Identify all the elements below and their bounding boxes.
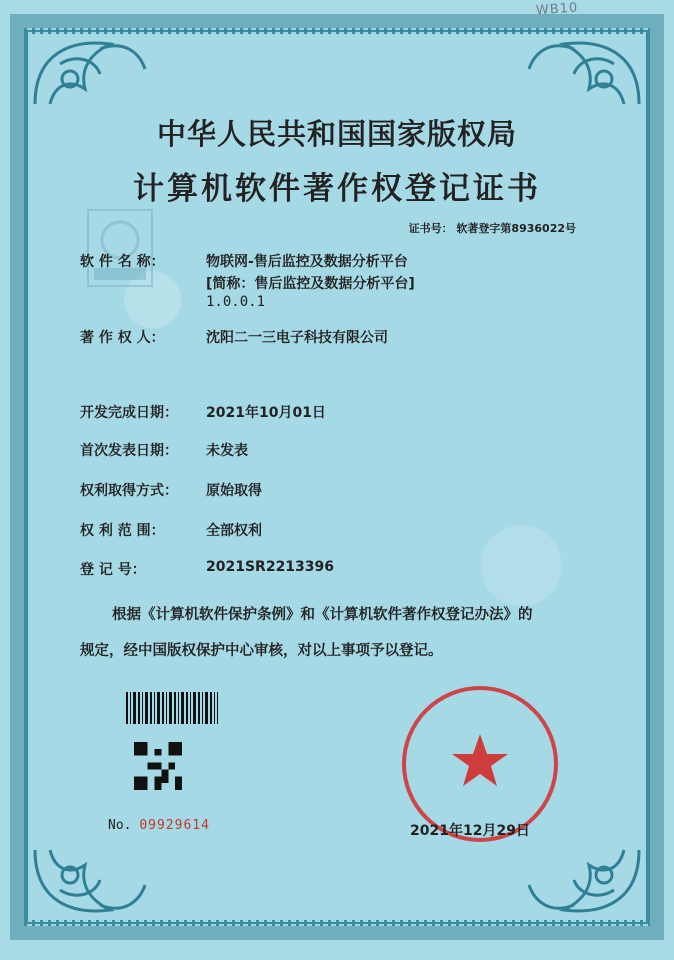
copyright-owner-row [80, 327, 388, 347]
completion-date-label: 开发完成日期： [80, 405, 178, 421]
rights-scope-row [80, 520, 262, 540]
completion-date-value: 2021年10月01日 [206, 405, 326, 421]
publication-date-label: 首次发表日期： [80, 443, 178, 459]
registration-number-value: 2021SR2213396 [206, 559, 335, 575]
issue-date: 2021年12月29日 [410, 823, 530, 839]
issuer-title: 中华人民共和国国家版权局 [156, 117, 517, 151]
software-name-row [80, 251, 408, 271]
qr-code [134, 742, 182, 790]
rights-scope-value: 全部权利 [206, 523, 262, 539]
paragraph-line-2: 规定，经中国版权保护中心审核，对以上事项予以登记。 [80, 643, 443, 659]
certificate-number: 证书号： 软著登字第8936022号 [408, 222, 576, 235]
rights-acquisition-label: 权利取得方式： [80, 483, 178, 499]
registration-number-row [80, 559, 335, 579]
publication-date-row [80, 440, 248, 460]
barcode [126, 692, 218, 724]
software-short-name: [简称：售后监控及数据分析平台] [206, 276, 415, 292]
corner-ornament-icon [30, 34, 150, 114]
rights-acquisition-value: 原始取得 [206, 483, 262, 499]
corner-ornament-icon [30, 840, 150, 920]
certificate-title: 计算机软件著作权登记证书 [133, 171, 541, 207]
completion-date-row [80, 402, 326, 422]
software-name-label: 软 件 名 称： [80, 254, 165, 270]
registration-number-label: 登 记 号： [80, 562, 146, 578]
handwritten-code: WB10 [535, 0, 579, 19]
software-name-value: 物联网-售后监控及数据分析平台 [206, 254, 408, 270]
corner-ornament-icon [524, 34, 644, 114]
copyright-owner-value: 沈阳二一三电子科技有限公司 [206, 330, 388, 346]
copyright-owner-label: 著 作 权 人： [80, 330, 165, 346]
software-name-row-2 [80, 273, 415, 292]
software-name-row-3 [80, 294, 266, 310]
serial-number [108, 818, 210, 833]
serial-value: 09929614 [139, 818, 210, 833]
legal-paragraph [80, 597, 600, 669]
rights-scope-label: 权 利 范 围： [80, 523, 165, 539]
software-version: 1.0.0.1 [206, 294, 266, 310]
serial-prefix: No. [108, 818, 132, 833]
corner-ornament-icon [524, 840, 644, 920]
rights-acquisition-row [80, 480, 262, 500]
paragraph-line-1: 根据《计算机软件保护条例》和《计算机软件著作权登记办法》的 [112, 607, 533, 623]
publication-date-value: 未发表 [206, 443, 248, 459]
